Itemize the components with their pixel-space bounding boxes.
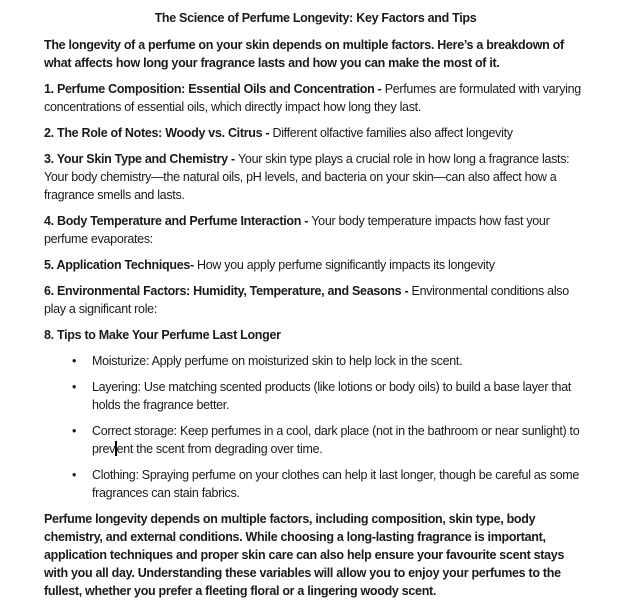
section-heading: 2. The Role of Notes: Woody vs. Citrus - — [44, 126, 273, 140]
section-heading: 6. Environmental Factors: Humidity, Temperature, and Seasons - — [44, 284, 412, 298]
bullet-icon: • — [72, 354, 77, 368]
section-body: Your skin type plays a crucial role in how long a fragrance lasts: Your body chemistry—the natural oils, pH levels, and bacteria on your skin—can also affect how a fragrance smells and lasts. — [44, 152, 570, 202]
bullet-list — [44, 352, 587, 502]
list-item-layering — [44, 378, 587, 414]
section-paragraph-notes — [44, 124, 587, 142]
section-paragraph-temperature — [44, 212, 587, 248]
bullet-icon: • — [72, 380, 77, 394]
section-paragraph-environment — [44, 282, 587, 318]
bullet-text-before-cursor: Correct storage: Keep perfumes in a cool, dark place (not in the bathroom or near sunlight) to prev — [92, 424, 580, 456]
bullet-text-after-cursor: ent the scent from degrading over time. — [116, 442, 323, 456]
document-title: The Science of Perfume Longevity: Key Factors and Tips — [154, 11, 477, 25]
list-item-moisturize — [44, 352, 587, 370]
section-heading: 5. Application Techniques- — [44, 258, 198, 272]
section-heading: 3. Your Skin Type and Chemistry - — [44, 152, 239, 166]
section-body: Perfumes are formulated with varying concentrations of essential oils, which directly impact how long they last. — [44, 82, 581, 114]
section-paragraph-application — [44, 256, 587, 274]
tips-heading: 8. Tips to Make Your Perfume Last Longer — [44, 328, 281, 342]
bullet-icon: • — [72, 424, 77, 438]
bullet-text: Clothing: Spraying perfume on your clothes can help it last longer, though be careful as some fragrances can stain fabrics. — [92, 468, 579, 500]
bullet-text — [92, 422, 587, 458]
section-heading: 1. Perfume Composition: Essential Oils and Concentration - — [44, 82, 385, 96]
intro-paragraph: The longevity of a perfume on your skin depends on multiple factors. Here’s a breakdown of what affects how long your fragrance lasts and how you can make the most of it. — [44, 38, 564, 70]
section-body: Your body temperature impacts how fast your perfume evaporates: — [44, 214, 550, 246]
bullet-text: Layering: Use matching scented products (like lotions or body oils) to build a base layer that holds the fragrance better. — [92, 380, 572, 412]
section-heading: 4. Body Temperature and Perfume Interaction - — [44, 214, 312, 228]
section-paragraph-composition — [44, 80, 587, 116]
section-paragraph-skin — [44, 150, 587, 204]
bullet-text: Moisturize: Apply perfume on moisturized skin to help lock in the scent. — [92, 354, 463, 368]
conclusion-paragraph: Perfume longevity depends on multiple factors, including composition, skin type, body chemistry, and external conditions. While choosing a long-lasting fragrance is important, application techniques and proper skin care can also help ensure your favourite scent stays with you all day. Understanding these variables will allow you to enjoy your perfumes to the fullest, whether you prefer a fleeting floral or a lingering woody scent. — [44, 512, 565, 598]
section-body: Different olfactive families also affect longevity — [272, 126, 513, 140]
section-body: Environmental conditions also play a significant role: — [44, 284, 569, 316]
list-item-storage — [44, 422, 587, 458]
section-body: How you apply perfume significantly impacts its longevity — [197, 258, 495, 272]
list-item-clothing — [44, 466, 587, 502]
bullet-icon: • — [72, 468, 77, 482]
